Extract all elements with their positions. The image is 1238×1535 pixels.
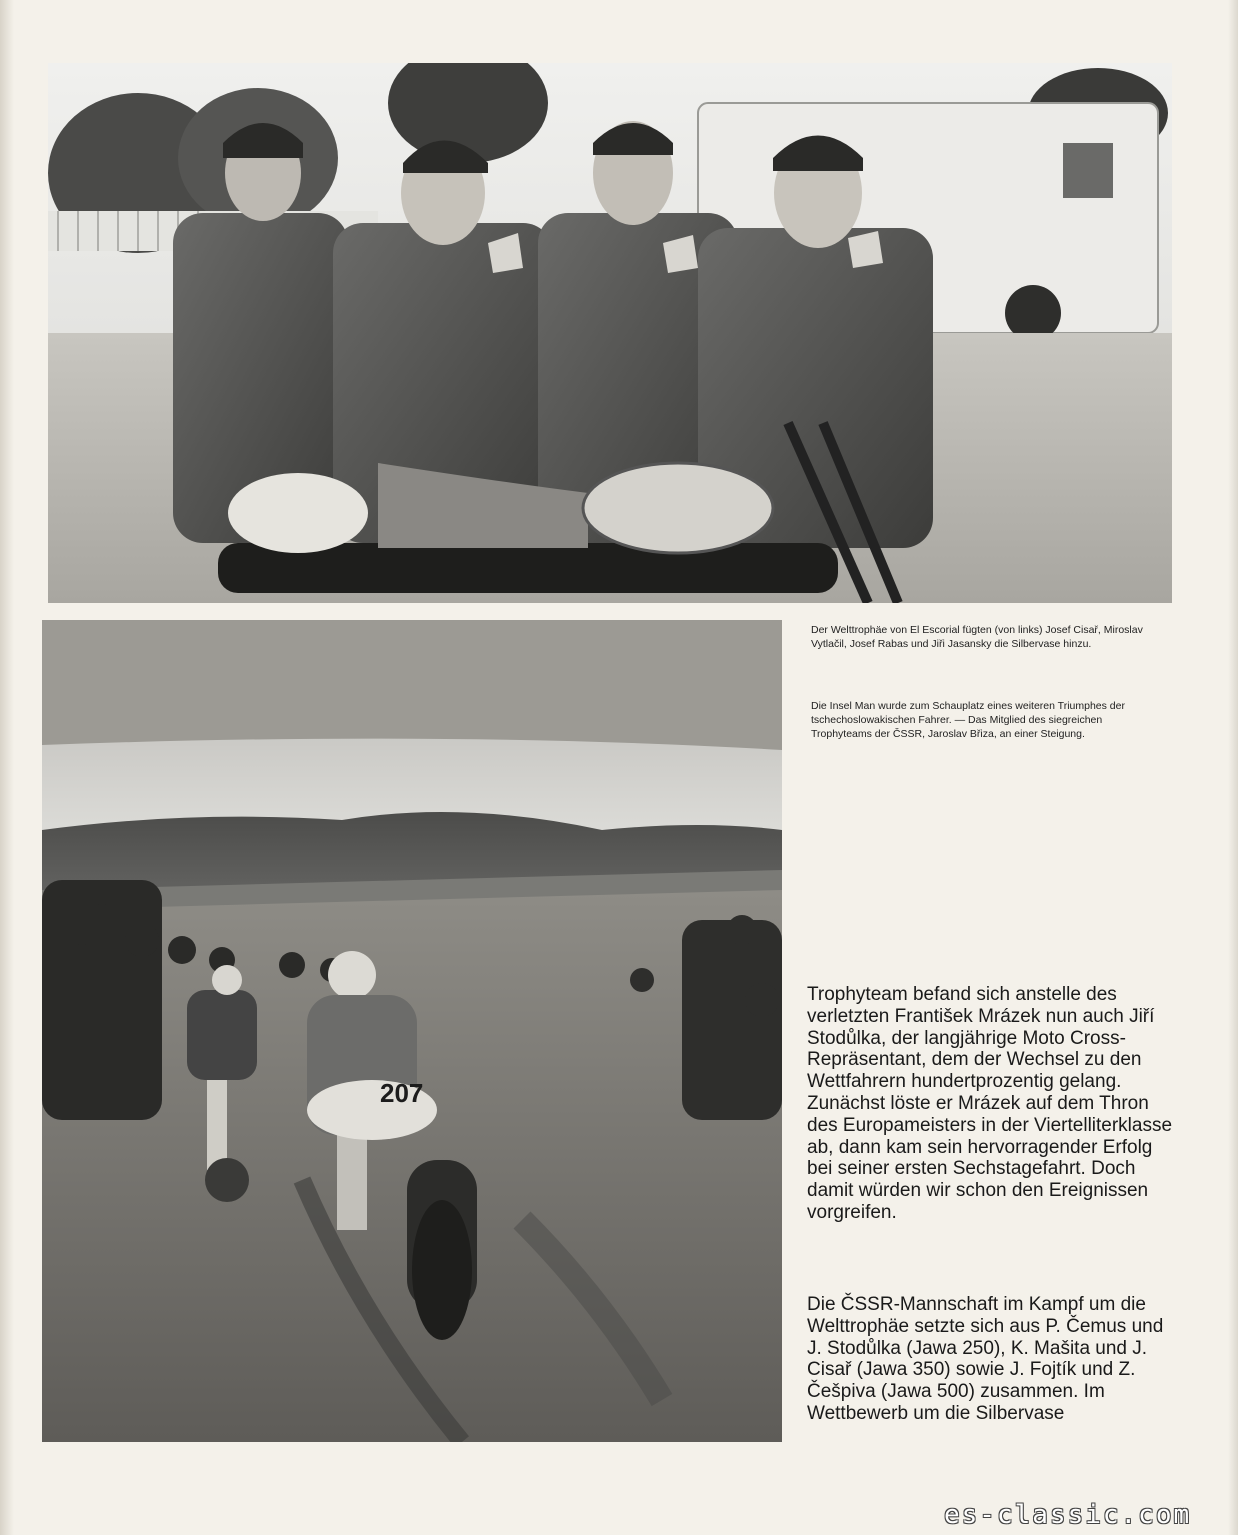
page-left-edge <box>0 0 14 1535</box>
page-right-edge <box>1228 0 1238 1535</box>
article-paragraph-1: Trophyteam befand sich anstelle des verletzten František Mrázek nun auch Jiří Stodůlka, der langjährige Moto Cross-Repräsentant, dem der Wechsel zu den Wettfahrern hundertprozentig gelang. Zunächst löste er Mrázek auf dem Thron des Europameisters in der Viertelliterklasse ab, dann kam sein hervorragender Erfolg bei seiner ersten Sechstagefahrt. Doch damit würden wir schon den Ereignissen vorgreifen. <box>807 984 1173 1223</box>
photo-rider-isle-of-man <box>42 620 782 1442</box>
watermark: es-classic.com <box>944 1500 1192 1530</box>
photo-team-el-escorial <box>48 63 1172 603</box>
caption-photo-top: Der Welttrophäe von El Escorial fügten (von links) Josef Cisař, Miroslav Vytlačil, Josef Rabas und Jiři Jasansky die Silbervase hinzu. <box>811 624 1143 650</box>
number-plate: 207 <box>380 1078 424 1108</box>
article-paragraph-2: Die ČSSR-Mannschaft im Kampf um die Welttrophäe setzte sich aus P. Čemus und J. Stodůlka (Jawa 250), K. Mašita und J. Cisař (Jawa 350) sowie J. Fojtík und Z. Češpiva (Jawa 500) zusammen. Im Wettbewerb um die Silbervase <box>807 1294 1164 1424</box>
caption-photo-bottom: Die Insel Man wurde zum Schauplatz eines weiteren Triumphes der tschechoslowakischen Fahrer. — Das Mitglied des siegreichen Trophyteams der ČSSR, Jaroslav Břiza, an einer Steigung. <box>811 700 1125 740</box>
